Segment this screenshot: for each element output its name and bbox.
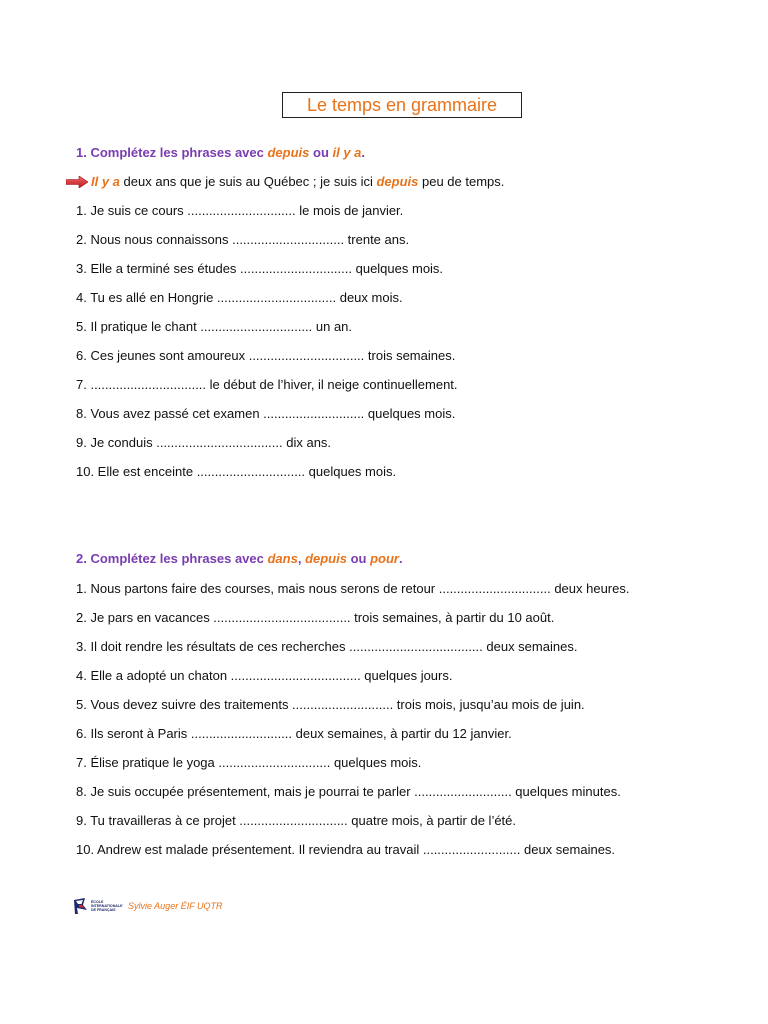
section2-word-pour: pour: [370, 551, 399, 566]
section1-item-3: 3. Elle a terminé ses études ............................... quelques mois.: [76, 261, 444, 276]
section2-item-2: 2. Je pars en vacances ...................................... trois semaines, à partir du 10 août.: [76, 610, 555, 625]
section1-suffix: .: [361, 145, 366, 160]
section2-item-1: 1. Nous partons faire des courses, mais nous serons de retour ............................... deux heures.: [76, 581, 630, 596]
section1-heading-prefix: 1. Complétez les phrases avec: [76, 145, 268, 160]
section1-word-depuis: depuis: [267, 145, 310, 160]
logo-text: ÉCOLE INTERNATIONALE DE FRANÇAIS: [91, 900, 123, 912]
example-highlight: depuis: [376, 174, 419, 189]
arrow-right-icon: [66, 176, 88, 188]
section2-heading-prefix: 2. Complétez les phrases avec: [76, 551, 268, 566]
section2-item-8: 8. Je suis occupée présentement, mais je pourrai te parler ........................... quelques minutes.: [76, 784, 621, 799]
section1-item-7: 7. ................................ le début de l’hiver, il neige continuellement.: [76, 377, 458, 392]
footer: [72, 896, 223, 916]
section2-item-4: 4. Elle a adopté un chaton .................................... quelques jours.: [76, 668, 453, 683]
section2-word-depuis: depuis: [305, 551, 347, 566]
example-end: peu de temps.: [418, 174, 505, 189]
author-credit: Sylvie Auger ÉIF UQTR: [128, 901, 223, 911]
page-title: Le temps en grammaire: [282, 92, 522, 118]
section1-item-10: 10. Elle est enceinte .............................. quelques mois.: [76, 464, 397, 479]
section2-word-dans: dans: [267, 551, 298, 566]
section2-heading: [76, 551, 403, 567]
section2-item-9: 9. Tu travailleras à ce projet .............................. quatre mois, à partir de l’été.: [76, 813, 517, 828]
section2-item-6: 6. Ils seront à Paris ............................ deux semaines, à partir du 12 janvier.: [76, 726, 512, 741]
section2-sep: ,: [297, 551, 306, 566]
section1-item-4: 4. Tu es allé en Hongrie ................................. deux mois.: [76, 290, 403, 305]
section2-item-10: 10. Andrew est malade présentement. Il reviendra au travail ........................... deux semaines.: [76, 842, 616, 857]
section1-word-il-y-a: il y a: [332, 145, 362, 160]
section1-connector: ou: [309, 145, 333, 160]
section1-item-6: 6. Ces jeunes sont amoureux ................................ trois semaines.: [76, 348, 456, 363]
flag-logo-icon: [72, 896, 92, 916]
section1-heading: [76, 145, 365, 161]
section2-item-3: 3. Il doit rendre les résultats de ces recherches ..................................... deux semaines.: [76, 639, 578, 654]
section2-item-5: 5. Vous devez suivre des traitements ............................ trois mois, jusqu’au mois de juin.: [76, 697, 585, 712]
section1-item-1: 1. Je suis ce cours .............................. le mois de janvier.: [76, 203, 404, 218]
section1-item-8: 8. Vous avez passé cet examen ............................ quelques mois.: [76, 406, 456, 421]
example-lead: Il y a: [91, 174, 120, 189]
school-logo: [72, 896, 124, 916]
section2-connector: ou: [346, 551, 371, 566]
section2-suffix: .: [398, 551, 403, 566]
section1-item-9: 9. Je conduis ................................... dix ans.: [76, 435, 332, 450]
section2-item-7: 7. Élise pratique le yoga ............................... quelques mois.: [76, 755, 422, 770]
example-sentence: [91, 174, 504, 190]
section1-item-2: 2. Nous nous connaissons ............................... trente ans.: [76, 232, 410, 247]
example-middle: deux ans que je suis au Québec ; je suis ici: [119, 174, 377, 189]
section1-item-5: 5. Il pratique le chant ............................... un an.: [76, 319, 353, 334]
